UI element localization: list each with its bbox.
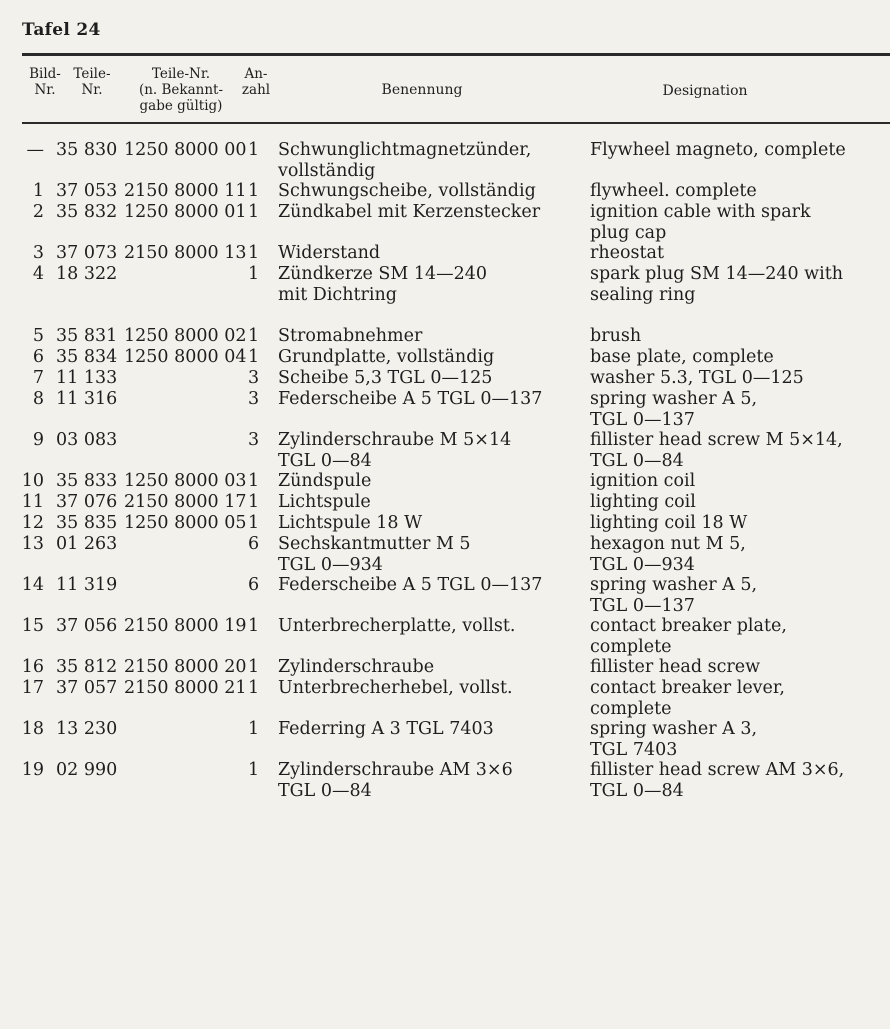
benennung-line: Scheibe 5,3 TGL 0—125	[278, 368, 493, 388]
designation-line: spring washer A 3,	[590, 719, 758, 739]
teile-nr-cell: 11 133	[56, 368, 118, 388]
benennung-line: vollständig	[278, 160, 376, 181]
benennung-line: Sechskantmutter M 5	[278, 534, 471, 554]
designation-cell	[590, 575, 886, 616]
benennung-cell	[278, 326, 583, 347]
benennung-cell	[278, 368, 583, 389]
teile-nr-cell: 18 322	[56, 264, 118, 284]
benennung-line: Unterbrecherplatte, vollst.	[278, 616, 516, 636]
designation-cell	[590, 243, 886, 264]
benennung-line: Zylinderschraube	[278, 657, 435, 677]
header-teile	[67, 66, 117, 98]
designation-line: complete	[590, 636, 672, 657]
designation-cell	[590, 368, 886, 389]
teile-nr-cell: 37 057	[56, 678, 118, 698]
header-anzahl-line: An-	[244, 66, 268, 82]
designation-line: contact breaker plate,	[590, 616, 787, 636]
designation-cell	[590, 181, 886, 202]
bild-nr-cell: 8	[32, 389, 44, 409]
designation-line: TGL 0—934	[590, 554, 695, 575]
anzahl-cell: 1	[248, 140, 260, 160]
page-title: Tafel 24	[22, 20, 101, 40]
bild-nr-cell: 10	[21, 471, 44, 491]
header-teile-new	[126, 66, 236, 114]
designation-cell	[590, 326, 886, 347]
benennung-line: Zündspule	[278, 471, 372, 491]
anzahl-cell: 1	[248, 492, 260, 512]
bild-nr-cell: 5	[32, 326, 44, 346]
benennung-line: TGL 0—84	[278, 780, 372, 801]
bild-nr-cell: 1	[32, 181, 44, 201]
teile-nr-new-cell: 2150 8000 20	[124, 657, 247, 677]
designation-line: spark plug SM 14—240 with	[590, 264, 844, 284]
bild-nr-cell: 13	[21, 534, 44, 554]
benennung-cell	[278, 202, 583, 223]
benennung-line: Schwungscheibe, vollständig	[278, 181, 536, 201]
bild-nr-cell: 15	[21, 616, 44, 636]
designation-line: Flywheel magneto, complete	[590, 140, 846, 160]
designation-line: base plate, complete	[590, 347, 774, 367]
anzahl-cell: 1	[248, 264, 260, 284]
designation-line: flywheel. complete	[590, 181, 757, 201]
anzahl-cell: 6	[248, 575, 260, 595]
anzahl-cell: 1	[248, 616, 260, 636]
teile-nr-new-cell: 1250 8000 02	[124, 326, 247, 346]
designation-line: hexagon nut M 5,	[590, 534, 746, 554]
teile-nr-new-cell: 1250 8000 00	[124, 140, 247, 160]
anzahl-cell: 1	[248, 719, 260, 739]
teile-nr-cell: 37 056	[56, 616, 118, 636]
benennung-cell	[278, 389, 583, 410]
benennung-line: mit Dichtring	[278, 284, 397, 305]
benennung-line: Widerstand	[278, 243, 381, 263]
teile-nr-cell: 35 830	[56, 140, 118, 160]
bild-nr-cell: 2	[32, 202, 44, 222]
benennung-line: Unterbrecherhebel, vollst.	[278, 678, 513, 698]
benennung-cell	[278, 140, 583, 181]
benennung-cell	[278, 181, 583, 202]
header-benennung: Benennung	[381, 82, 463, 98]
designation-line: TGL 7403	[590, 739, 678, 760]
teile-nr-cell: 35 834	[56, 347, 118, 367]
bild-nr-cell: 3	[32, 243, 44, 263]
designation-cell	[590, 347, 886, 368]
header-bild-line: Bild-	[29, 66, 61, 82]
anzahl-cell: 1	[248, 471, 260, 491]
designation-line: fillister head screw M 5×14,	[590, 430, 843, 450]
anzahl-cell: 3	[248, 430, 260, 450]
designation-line: ignition cable with spark	[590, 202, 811, 222]
designation-cell	[590, 202, 886, 243]
benennung-cell	[278, 430, 583, 471]
designation-line: complete	[590, 698, 672, 719]
bild-nr-cell: 6	[32, 347, 44, 367]
teile-nr-new-cell: 1250 8000 03	[124, 471, 247, 491]
teile-nr-cell: 35 831	[56, 326, 118, 346]
header-bild-line: Nr.	[34, 82, 56, 98]
designation-cell	[590, 430, 886, 471]
designation-cell	[590, 760, 886, 801]
benennung-cell	[278, 760, 583, 801]
bild-nr-cell: 11	[21, 492, 44, 512]
anzahl-cell: 1	[248, 181, 260, 201]
designation-cell	[590, 513, 886, 534]
teile-nr-new-cell: 1250 8000 04	[124, 347, 247, 367]
designation-cell	[590, 657, 886, 678]
benennung-line: Zylinderschraube AM 3×6	[278, 760, 513, 780]
designation-line: spring washer A 5,	[590, 575, 758, 595]
benennung-cell	[278, 678, 583, 699]
designation-cell	[590, 534, 886, 575]
anzahl-cell: 1	[248, 657, 260, 677]
benennung-line: Zündkabel mit Kerzenstecker	[278, 202, 541, 222]
designation-line: TGL 0—84	[590, 450, 684, 471]
teile-nr-new-cell: 2150 8000 17	[124, 492, 247, 512]
anzahl-cell: 1	[248, 347, 260, 367]
teile-nr-cell: 01 263	[56, 534, 118, 554]
designation-line: washer 5.3, TGL 0—125	[590, 368, 804, 388]
benennung-line: TGL 0—934	[278, 554, 383, 575]
teile-nr-new-cell: 2150 8000 21	[124, 678, 247, 698]
teile-nr-new-cell: 2150 8000 11	[124, 181, 247, 201]
header-teile-line: Teile-	[73, 66, 111, 82]
bild-nr-cell: 7	[32, 368, 44, 388]
teile-nr-cell: 35 835	[56, 513, 118, 533]
designation-line: brush	[590, 326, 642, 346]
anzahl-cell: 1	[248, 326, 260, 346]
teile-nr-new-cell: 1250 8000 01	[124, 202, 247, 222]
benennung-line: Stromabnehmer	[278, 326, 423, 346]
teile-nr-new-cell: 2150 8000 19	[124, 616, 247, 636]
benennung-line: Federring A 3 TGL 7403	[278, 719, 494, 739]
benennung-cell	[278, 616, 583, 637]
header-divider	[22, 122, 890, 124]
designation-cell	[590, 471, 886, 492]
top-divider	[22, 53, 890, 56]
designation-cell	[590, 719, 886, 760]
bild-nr-cell: —	[26, 140, 44, 160]
anzahl-cell: 3	[248, 368, 260, 388]
teile-nr-cell: 37 076	[56, 492, 118, 512]
designation-line: spring washer A 5,	[590, 389, 758, 409]
bild-nr-cell: 9	[32, 430, 44, 450]
teile-nr-cell: 35 812	[56, 657, 118, 677]
designation-line: fillister head screw	[590, 657, 761, 677]
header-teile-new-line: (n. Bekannt-	[138, 82, 224, 98]
designation-line: fillister head screw AM 3×6,	[590, 760, 845, 780]
designation-cell	[590, 140, 886, 161]
header-teile-new-line: gabe gültig)	[139, 98, 223, 114]
benennung-line: Schwunglichtmagnetzünder,	[278, 140, 532, 160]
designation-line: sealing ring	[590, 284, 696, 305]
teile-nr-cell: 35 833	[56, 471, 118, 491]
designation-cell	[590, 616, 886, 657]
teile-nr-cell: 35 832	[56, 202, 118, 222]
designation-cell	[590, 264, 886, 305]
bild-nr-cell: 12	[21, 513, 44, 533]
anzahl-cell: 3	[248, 389, 260, 409]
benennung-cell	[278, 513, 583, 534]
benennung-line: Federscheibe A 5 TGL 0—137	[278, 575, 543, 595]
anzahl-cell: 1	[248, 202, 260, 222]
header-designation: Designation	[662, 83, 748, 99]
bild-nr-cell: 18	[21, 719, 44, 739]
bild-nr-cell: 14	[21, 575, 44, 595]
header-anzahl	[238, 66, 274, 98]
designation-line: plug cap	[590, 222, 667, 243]
designation-line: TGL 0—84	[590, 780, 684, 801]
designation-line: ignition coil	[590, 471, 696, 491]
designation-line: contact breaker lever,	[590, 678, 785, 698]
benennung-line: Federscheibe A 5 TGL 0—137	[278, 389, 543, 409]
anzahl-cell: 1	[248, 760, 260, 780]
bild-nr-cell: 17	[21, 678, 44, 698]
anzahl-cell: 1	[248, 513, 260, 533]
benennung-line: TGL 0—84	[278, 450, 372, 471]
designation-line: lighting coil 18 W	[590, 513, 748, 533]
benennung-line: Zylinderschraube M 5×14	[278, 430, 512, 450]
benennung-line: Grundplatte, vollständig	[278, 347, 495, 367]
anzahl-cell: 1	[248, 678, 260, 698]
teile-nr-new-cell: 2150 8000 13	[124, 243, 247, 263]
teile-nr-cell: 11 316	[56, 389, 118, 409]
designation-cell	[590, 492, 886, 513]
benennung-cell	[278, 264, 583, 305]
designation-line: lighting coil	[590, 492, 696, 512]
teile-nr-new-cell: 1250 8000 05	[124, 513, 247, 533]
designation-line: TGL 0—137	[590, 595, 695, 616]
benennung-cell	[278, 243, 583, 264]
benennung-cell	[278, 534, 583, 575]
teile-nr-cell: 02 990	[56, 760, 118, 780]
designation-cell	[590, 678, 886, 719]
benennung-line: Lichtspule	[278, 492, 371, 512]
benennung-line: Zündkerze SM 14—240	[278, 264, 488, 284]
designation-line: rheostat	[590, 243, 665, 263]
teile-nr-cell: 13 230	[56, 719, 118, 739]
designation-line: TGL 0—137	[590, 409, 695, 430]
anzahl-cell: 6	[248, 534, 260, 554]
bild-nr-cell: 19	[21, 760, 44, 780]
benennung-line: Lichtspule 18 W	[278, 513, 423, 533]
bild-nr-cell: 16	[21, 657, 44, 677]
benennung-cell	[278, 575, 583, 596]
teile-nr-cell: 37 053	[56, 181, 118, 201]
benennung-cell	[278, 657, 583, 678]
benennung-cell	[278, 719, 583, 740]
bild-nr-cell: 4	[32, 264, 44, 284]
teile-nr-cell: 11 319	[56, 575, 118, 595]
designation-cell	[590, 389, 886, 430]
header-teile-line: Nr.	[81, 82, 103, 98]
header-anzahl-line: zahl	[241, 82, 271, 98]
header-bild	[20, 66, 70, 98]
teile-nr-cell: 37 073	[56, 243, 118, 263]
anzahl-cell: 1	[248, 243, 260, 263]
teile-nr-cell: 03 083	[56, 430, 118, 450]
benennung-cell	[278, 492, 583, 513]
benennung-cell	[278, 347, 583, 368]
header-teile-new-line: Teile-Nr.	[151, 66, 211, 82]
benennung-cell	[278, 471, 583, 492]
